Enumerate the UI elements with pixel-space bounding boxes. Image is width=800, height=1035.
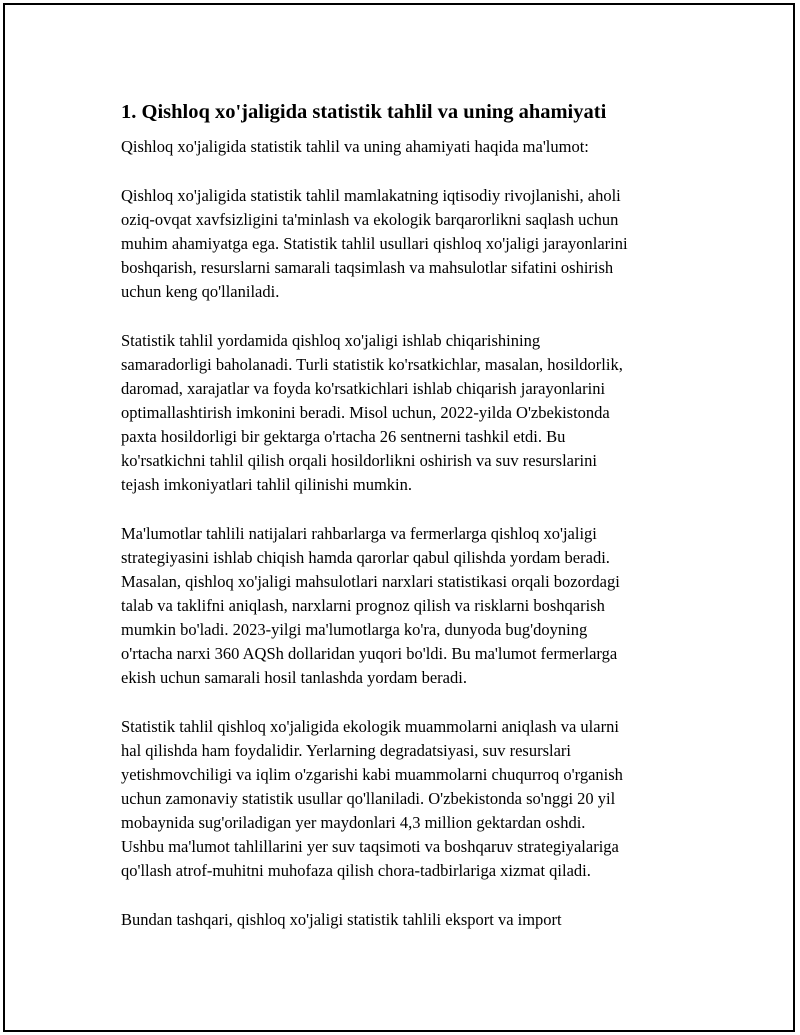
text-line: samaradorligi baholanadi. Turli statistik ko'rsatkichlar, masalan, hosildorlik, [121, 355, 623, 374]
text-line: mobaynida sug'oriladigan yer maydonlari 4,3 million gektardan oshdi. [121, 813, 586, 832]
text-line: Ushbu ma'lumot tahlillarini yer suv taqsimoti va boshqaruv strategiyalariga [121, 837, 619, 856]
page-frame [3, 3, 795, 1032]
text-line: muhim ahamiyatga ega. Statistik tahlil usullari qishloq xo'jaligi jarayonlarini [121, 234, 628, 253]
text-line: Bundan tashqari, qishloq xo'jaligi statistik tahlili eksport va import [121, 910, 562, 929]
text-line: Statistik tahlil yordamida qishloq xo'jaligi ishlab chiqarishining [121, 331, 541, 350]
intro-line: Qishloq xo'jaligida statistik tahlil va uning ahamiyati haqida ma'lumot: [121, 137, 589, 156]
text-line: talab va taklifni aniqlash, narxlarni prognoz qilish va risklarni boshqarish [121, 596, 605, 615]
text-line: paxta hosildorligi bir gektarga o'rtacha 26 sentnerni tashkil etdi. Bu [121, 427, 566, 446]
document-title: 1. Qishloq xo'jaligida statistik tahlil va uning ahamiyati [121, 101, 607, 123]
text-line: uchun keng qo'llaniladi. [121, 282, 280, 301]
document-body [121, 99, 691, 932]
text-line: hal qilishda ham foydalidir. Yerlarning degradatsiyasi, suv resurslari [121, 741, 571, 760]
text-line: tejash imkoniyatlari tahlil qilinishi mumkin. [121, 475, 413, 494]
text-line: daromad, xarajatlar va foyda ko'rsatkichlari ishlab chiqarish jarayonlarini [121, 379, 606, 398]
text-line: Ma'lumotlar tahlili natijalari rahbarlarga va fermerlarga qishloq xo'jaligi [121, 524, 597, 543]
text-line: strategiyasini ishlab chiqish hamda qarorlar qabul qilishda yordam beradi. [121, 548, 610, 567]
paragraph-5 [121, 908, 691, 932]
text-line: boshqarish, resurslarni samarali taqsimlash va mahsulotlar sifatini oshirish [121, 258, 614, 277]
text-line: mumkin bo'ladi. 2023-yilgi ma'lumotlarga ko'ra, dunyoda bug'doyning [121, 620, 588, 639]
text-line: Masalan, qishloq xo'jaligi mahsulotlari narxlari statistikasi orqali bozordagi [121, 572, 620, 591]
text-line: Statistik tahlil qishloq xo'jaligida ekologik muammolarni aniqlash va ularni [121, 717, 619, 736]
paragraph-1 [121, 184, 691, 304]
text-line: ekish uchun samarali hosil tanlashda yordam beradi. [121, 668, 467, 687]
paragraph-2 [121, 329, 691, 497]
text-line: qo'llash atrof-muhitni muhofaza qilish chora-tadbirlariga xizmat qiladi. [121, 861, 591, 880]
text-line: ko'rsatkichni tahlil qilish orqali hosildorlikni oshirish va suv resurslarini [121, 451, 597, 470]
text-line: yetishmovchiligi va iqlim o'zgarishi kabi muammolarni chuqurroq o'rganish [121, 765, 623, 784]
paragraph-3 [121, 522, 691, 690]
paragraph-4 [121, 715, 691, 883]
text-line: uchun zamonaviy statistik usullar qo'llaniladi. O'zbekistonda so'nggi 20 yil [121, 789, 616, 808]
text-line: Qishloq xo'jaligida statistik tahlil mamlakatning iqtisodiy rivojlanishi, aholi [121, 186, 621, 205]
text-line: o'rtacha narxi 360 AQSh dollaridan yuqori bo'ldi. Bu ma'lumot fermerlarga [121, 644, 618, 663]
text-line: optimallashtirish imkonini beradi. Misol uchun, 2022-yilda O'zbekistonda [121, 403, 610, 422]
text-line: oziq-ovqat xavfsizligini ta'minlash va ekologik barqarorlikni saqlash uchun [121, 210, 619, 229]
